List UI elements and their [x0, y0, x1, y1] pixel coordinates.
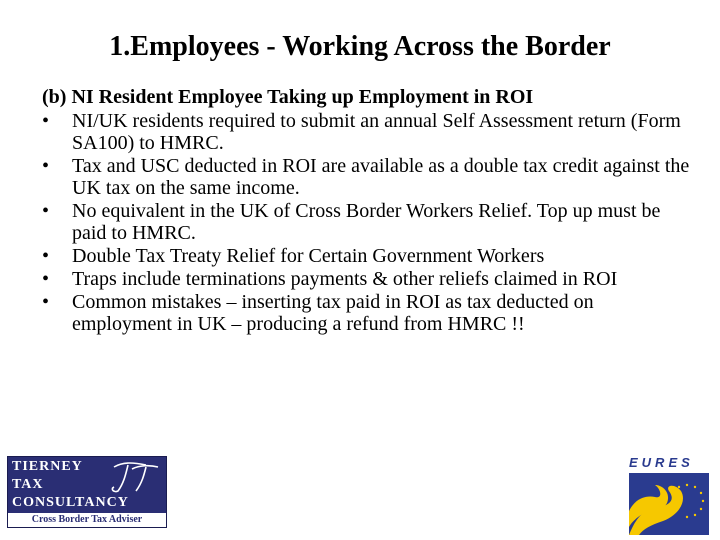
bullet-marker: •	[42, 268, 50, 290]
eures-wordmark: EURES	[629, 455, 694, 470]
logo-line-tierney: TIERNEY	[12, 459, 83, 474]
bullet-marker: •	[42, 155, 50, 177]
bullet-item	[42, 245, 692, 267]
slide-content	[42, 85, 692, 335]
bullet-item	[42, 110, 692, 154]
tt-monogram-icon	[106, 459, 162, 495]
bullet-marker: •	[42, 110, 50, 132]
bullet-marker: •	[42, 200, 50, 222]
bullet-item	[42, 155, 692, 199]
bullet-text: Common mistakes – inserting tax paid in ROI as tax deducted on employment in UK – producing a refund from HMRC !!	[72, 291, 594, 335]
bullet-text: Traps include terminations payments & other reliefs claimed in ROI	[72, 268, 618, 290]
bullet-marker: •	[42, 291, 50, 313]
bullet-marker: •	[42, 245, 50, 267]
logo-line-tax: TAX	[12, 477, 44, 492]
eures-logo	[615, 455, 715, 535]
tierney-tax-consultancy-logo	[7, 456, 167, 528]
bullet-text: Double Tax Treaty Relief for Certain Government Workers	[72, 245, 545, 267]
bullet-list	[42, 110, 692, 335]
slide-title: 1.Employees - Working Across the Border	[109, 31, 611, 62]
bullet-text: Tax and USC deducted in ROI are available as a double tax credit against the UK tax on the same income.	[72, 155, 690, 199]
logo-line-consultancy: CONSULTANCY	[12, 495, 129, 510]
bullet-item	[42, 291, 692, 335]
bullet-text: NI/UK residents required to submit an annual Self Assessment return (Form SA100) to HMRC.	[72, 110, 681, 154]
slide-subheading: (b) NI Resident Employee Taking up Employment in ROI	[42, 86, 534, 108]
bullet-item	[42, 200, 692, 244]
bullet-text: No equivalent in the UK of Cross Border Workers Relief. Top up must be paid to HMRC.	[72, 200, 661, 244]
logo-tagline: Cross Border Tax Adviser	[8, 513, 166, 527]
eures-emblem-icon	[615, 455, 715, 535]
bullet-item	[42, 268, 692, 290]
